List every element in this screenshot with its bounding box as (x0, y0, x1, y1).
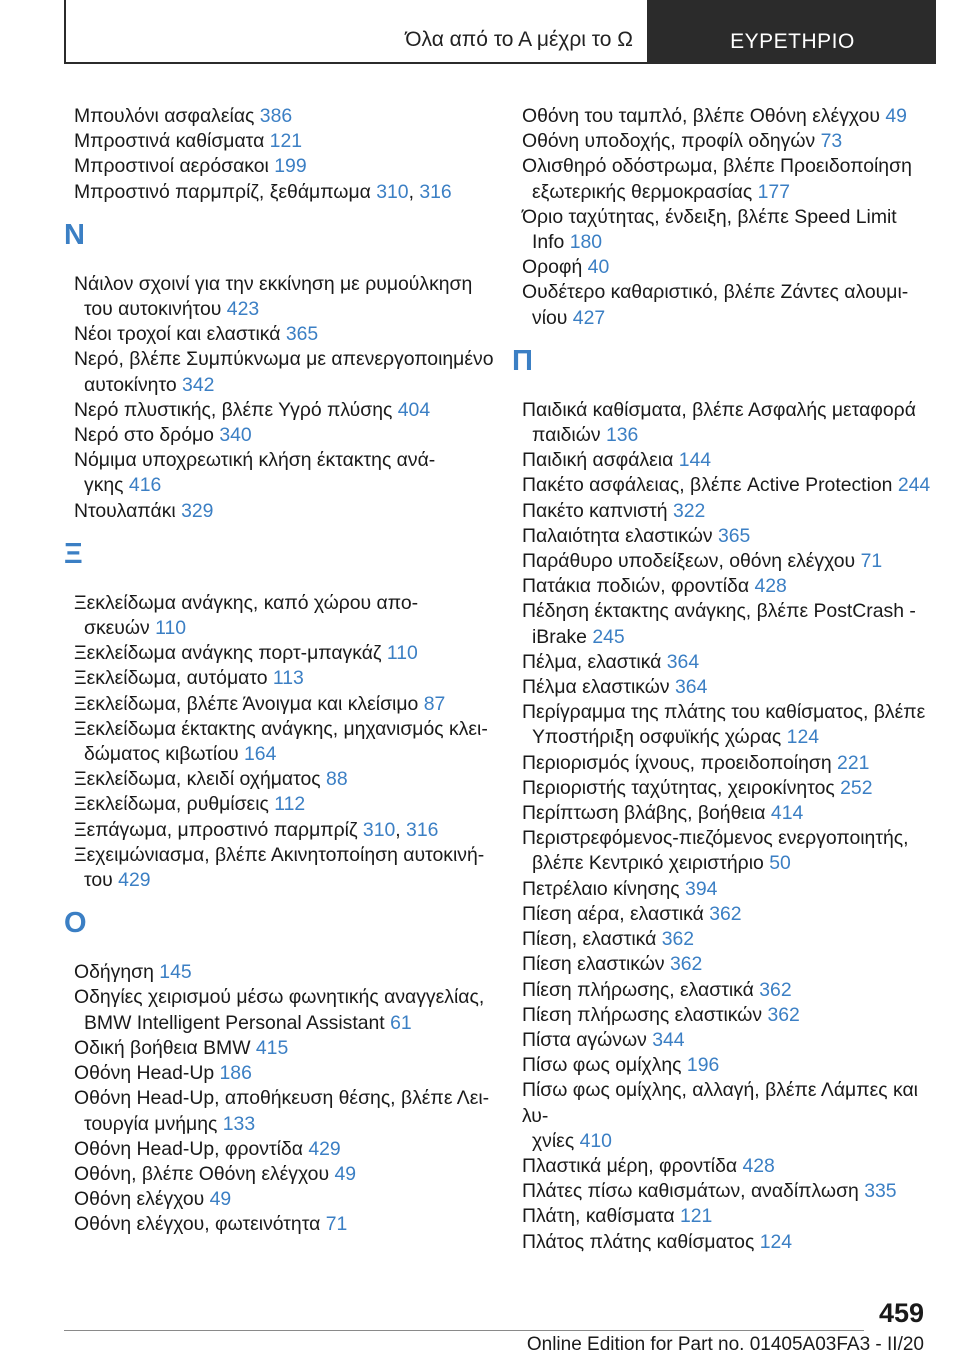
index-entry-text: Ξεκλείδωμα, βλέπε Άνοιγμα και κλείσιμο (74, 692, 419, 715)
index-entry-text: τουργία μνήμης (84, 1112, 218, 1135)
index-entry (64, 1187, 494, 1212)
page-link[interactable]: 252 (840, 776, 873, 799)
index-entry (512, 1028, 942, 1053)
index-entry-text: Περίγραμμα της πλάτης του καθίσματος, βλέπε (522, 701, 926, 724)
index-entry-text: Πίστα αγώνων (522, 1028, 647, 1051)
index-entry (512, 952, 942, 977)
page-link[interactable]: 180 (569, 231, 603, 254)
index-entry (64, 767, 494, 792)
page-link[interactable]: 362 (661, 928, 695, 951)
page-link[interactable]: 410 (579, 1129, 612, 1152)
index-entry-text: Οθόνη, βλέπε Οθόνη ελέγχου (74, 1162, 330, 1185)
index-entry (512, 549, 942, 574)
index-entry (512, 776, 942, 801)
index-entry-text: Οθόνη Head-Up, αποθήκευση θέσης, βλέπε Λει- (74, 1087, 490, 1110)
index-entry-text: BMW Intelligent Personal Assistant (84, 1011, 385, 1034)
index-entry (512, 255, 942, 280)
index-entry-text: Πίεση αέρα, ελαστικά (522, 902, 704, 925)
index-entry (64, 347, 494, 397)
index-entry-text: Πλάτες πίσω καθισμάτων, αναδίπλωση (522, 1180, 859, 1203)
index-entry (512, 129, 942, 154)
index-entry-text: παιδιών (532, 424, 601, 447)
index-letter-heading: Π (512, 344, 533, 377)
index-entry-text: Παράθυρο υποδείξεων, οθόνη ελέγχου (522, 550, 856, 573)
page-link[interactable]: 386 (259, 105, 293, 127)
page-link[interactable]: 362 (759, 978, 792, 1001)
page-link[interactable]: 110 (386, 642, 418, 665)
index-entry (512, 751, 942, 776)
index-entry-text: Οδηγίες χειρισμού μέσω φωνητικής αναγγελίας, (74, 986, 485, 1009)
page-link[interactable]: 133 (222, 1112, 256, 1135)
index-letter-heading: Ο (64, 907, 87, 940)
index-entry (64, 717, 494, 767)
index-entry (512, 1154, 942, 1179)
page-link[interactable]: 50 (769, 852, 791, 875)
index-entry-text: χνίες (532, 1129, 575, 1152)
index-entry-text: Νόμιμα υποχρεωτική κλήση έκτακτης ανά- (74, 449, 436, 472)
page-link[interactable]: 87 (423, 692, 446, 715)
index-entry-text: εξωτερικής θερμοκρασίας (532, 180, 753, 203)
index-entry-text: Μπροστινοί αερόσακοι (74, 155, 269, 178)
page-link[interactable]: 113 (272, 667, 304, 690)
index-entry-text: Πακέτο καπνιστή (522, 499, 668, 522)
index-entry (512, 473, 942, 498)
index-entry-text: Παιδικά καθίσματα, βλέπε Ασφαλής μεταφορά (522, 398, 916, 421)
page-link[interactable]: 364 (666, 650, 700, 673)
page-link[interactable]: 73 (820, 130, 843, 153)
footer-edition: Online Edition for Part no. 01405A03FA3 - II/20 (526, 1334, 924, 1355)
index-entry (64, 843, 494, 893)
page-number: 459 (878, 1298, 924, 1328)
section-tab-index[interactable]: ΕΥΡΕΤΗΡΙΟ (649, 0, 936, 64)
page-link[interactable]: 164 (244, 743, 277, 766)
index-entry-text: Παλαιότητα ελαστικών (522, 524, 713, 547)
index-entry (512, 524, 942, 549)
page-link[interactable]: 121 (679, 1205, 713, 1228)
page-link[interactable]: 415 (255, 1036, 289, 1059)
index-entry (512, 574, 942, 599)
page-link[interactable]: 124 (786, 726, 820, 749)
index-entry-text: Ξεκλείδωμα, αυτόματο (74, 667, 268, 690)
index-entry (512, 398, 942, 448)
page-link[interactable]: 362 (709, 902, 742, 925)
page-link[interactable]: 49 (209, 1188, 232, 1211)
index-entry (64, 104, 494, 129)
index-entry-text: δώματος κιβωτίου (84, 743, 239, 766)
index-entry-text: Οθόνη ελέγχου, φωτεινότητα (74, 1213, 321, 1236)
index-entry-text: Νερό πλυστικής, βλέπε Υγρό πλύσης (74, 398, 393, 421)
index-entry-text: Πίεση, ελαστικά (522, 928, 657, 951)
index-entry-text: Πετρέλαιο κίνησης (522, 877, 680, 900)
index-entry-text: Ξεκλείδωμα ανάγκης πορτ-μπαγκάζ (74, 642, 382, 665)
index-entry-text: Πίεση ελαστικών (522, 953, 665, 976)
section-tab-a-to-z[interactable]: Όλα από το Α μέχρι το Ω (64, 0, 649, 64)
index-column-left (64, 104, 494, 1238)
page-link[interactable]: 71 (325, 1213, 348, 1236)
index-entry-text: Περιοριστής ταχύτητας, χειροκίνητος (522, 776, 835, 799)
page-link[interactable]: 365 (285, 323, 319, 346)
index-entry-text: Πλάτος πλάτης καθίσματος (522, 1230, 755, 1253)
index-entry-text: Οδική βοήθεια BMW (74, 1036, 251, 1059)
page-link[interactable]: 423 (226, 298, 260, 321)
page-link[interactable]: 121 (269, 130, 303, 153)
index-entry-text: Όριο ταχύτητας, ένδειξη, βλέπε Speed Limit (522, 205, 897, 228)
index-entry-text: Πίσω φως ομίχλης, αλλαγή, βλέπε Λάμπες και λυ- (522, 1079, 918, 1127)
page-link[interactable]: 88 (326, 768, 348, 791)
index-entry (64, 1212, 494, 1237)
page-link[interactable]: 316 (419, 180, 452, 203)
index-entry-text: Οροφή (522, 256, 583, 279)
page-link[interactable]: 344 (652, 1028, 685, 1051)
index-entry (512, 675, 942, 700)
page-link[interactable]: 196 (686, 1054, 720, 1077)
index-entry-text: Νάιλον σχοινί για την εκκίνηση με ρυμούλκηση (74, 272, 473, 295)
index-entry (64, 666, 494, 691)
index-entry (512, 1078, 942, 1154)
index-entry (64, 1162, 494, 1187)
index-entry (64, 1036, 494, 1061)
page-link[interactable]: 112 (274, 793, 306, 816)
index-entry (512, 978, 942, 1003)
index-entry-text: Πέδηση έκτακτης ανάγκης, βλέπε PostCrash - (522, 600, 916, 623)
index-entry-text: Πίεση πλήρωσης, ελαστικά (522, 978, 754, 1001)
index-entry-text: σκευών (84, 617, 150, 640)
footer-divider (64, 1330, 864, 1331)
index-entry (512, 826, 942, 876)
page-link[interactable]: 124 (759, 1230, 793, 1253)
index-entry (512, 801, 942, 826)
index-entry (64, 692, 494, 717)
index-entry-text: Ξεκλείδωμα ανάγκης, καπό χώρου απο- (74, 591, 419, 614)
index-entry (64, 792, 494, 817)
page-link[interactable]: 145 (159, 961, 192, 984)
index-entry (512, 154, 942, 204)
index-entry-text: Ξεκλείδωμα, ρυθμίσεις (74, 793, 269, 816)
index-entry (64, 960, 494, 985)
page-link[interactable]: 71 (860, 550, 883, 573)
page-link[interactable]: 136 (605, 424, 639, 447)
index-entry (64, 641, 494, 666)
index-entry (512, 448, 942, 473)
page-link[interactable]: 322 (672, 499, 706, 522)
page-link[interactable]: 429 (118, 869, 151, 892)
index-entry-text: Νερό, βλέπε Συμπύκνωμα με απενεργοποιημένο (74, 348, 494, 371)
page-link[interactable]: 428 (742, 1154, 775, 1177)
page-link[interactable]: 61 (390, 1011, 412, 1034)
page-link[interactable]: 245 (592, 625, 625, 648)
index-entry (512, 650, 942, 675)
index-entry-text: Πέλμα ελαστικών (522, 676, 670, 699)
index-entry-text: Περίπτωση βλάβης, βοήθεια (522, 802, 766, 825)
index-entry (64, 129, 494, 154)
index-entry-text: Πακέτο ασφάλειας, βλέπε Active Protection (522, 474, 893, 497)
index-entry-text: Ολισθηρό οδόστρωμα, βλέπε Προειδοποίηση (522, 155, 912, 178)
index-entry (512, 902, 942, 927)
index-entry-text: Οθόνη του ταμπλό, βλέπε Οθόνη ελέγχου (522, 105, 880, 127)
page-link[interactable]: 335 (864, 1180, 897, 1203)
index-entry (512, 1053, 942, 1078)
index-entry (512, 1230, 942, 1255)
page-link[interactable]: 244 (897, 474, 931, 497)
index-entry (512, 927, 942, 952)
page-link[interactable]: 365 (717, 524, 751, 547)
page-link[interactable]: 427 (572, 306, 606, 329)
index-entry (64, 1086, 494, 1136)
index-entry-text: βλέπε Κεντρικό χειριστήριο (532, 852, 764, 875)
index-entry-text: νίου (532, 306, 568, 329)
index-entry-text: Μπροστινά καθίσματα (74, 130, 265, 153)
page-link[interactable]: 342 (182, 373, 215, 396)
page-link[interactable]: 177 (757, 180, 790, 203)
index-entry (64, 272, 494, 322)
index-entry-text: Info (532, 231, 565, 254)
index-entry-text: Πίσω φως ομίχλης (522, 1054, 682, 1077)
index-entry-text: Οθόνη Head-Up (74, 1062, 215, 1085)
index-entry-text: Ντουλαπάκι (74, 499, 176, 522)
page-link[interactable]: 428 (754, 575, 787, 598)
page-link[interactable]: 362 (669, 953, 703, 976)
page-link[interactable]: 221 (837, 751, 870, 774)
index-entry (512, 1179, 942, 1204)
index-entry-text: Πέλμα, ελαστικά (522, 650, 662, 673)
index-entry-text: του (84, 869, 113, 892)
index-entry-text: Ξεκλείδωμα, κλειδί οχήματος (74, 768, 321, 791)
index-entry-text: αυτοκίνητο (84, 373, 177, 396)
page-link[interactable]: 429 (308, 1137, 341, 1160)
index-entry-text: Οθόνη υποδοχής, προφίλ οδηγών (522, 130, 816, 153)
index-letter-heading: Ξ (64, 537, 83, 570)
page-link[interactable]: 144 (678, 449, 712, 472)
page-link[interactable]: 394 (685, 877, 718, 900)
page-link[interactable]: 362 (767, 1003, 800, 1026)
page-link[interactable]: 404 (397, 398, 431, 421)
page-link[interactable]: 416 (128, 474, 162, 497)
index-entry (512, 700, 942, 750)
index-entry: Μπροστινό παρμπρίζ, ξεθάμπωμα 310, 316 (74, 180, 452, 203)
index-entry-text: Παιδική ασφάλεια (522, 449, 674, 472)
index-entry (64, 448, 494, 498)
page-header (64, 0, 936, 64)
index-entry-text: του αυτοκινήτου (84, 298, 222, 321)
page-link[interactable]: 340 (219, 424, 252, 447)
index-entry-text: Μπροστινό παρμπρίζ, ξεθάμπωμα (74, 180, 371, 203)
page-link[interactable]: 199 (274, 155, 307, 178)
index-entry (64, 398, 494, 423)
index-entry (64, 423, 494, 448)
index-column-right (512, 104, 942, 1255)
index-entry-text: Μπουλόνι ασφαλείας (74, 105, 255, 127)
index-entry: Ξεπάγωμα, μπροστινό παρμπρίζ 310, 316 (74, 818, 439, 841)
page-link[interactable]: 186 (219, 1062, 252, 1085)
index-entry-text: Πατάκια ποδιών, φροντίδα (522, 575, 750, 598)
index-entry (512, 1204, 942, 1229)
page-link[interactable]: 310 (376, 180, 409, 203)
index-letter-heading: Ν (64, 218, 85, 251)
index-entry (512, 205, 942, 255)
index-entry-text: Υποστήριξη οσφυϊκής χώρας (532, 726, 782, 749)
page-link[interactable]: 40 (587, 256, 610, 279)
index-entry-text: Πλάτη, καθίσματα (522, 1205, 675, 1228)
index-entry-text: iBrake (532, 625, 587, 648)
index-entry-text: Ουδέτερο καθαριστικό, βλέπε Ζάντες αλουμι- (522, 281, 909, 304)
index-entry (64, 591, 494, 641)
index-entry-text: Νερό στο δρόμο (74, 424, 214, 447)
index-entry-text: Ξεκλείδωμα έκτακτης ανάγκης, μηχανισμός κλει- (74, 717, 488, 740)
page-link[interactable]: 49 (885, 105, 907, 127)
index-entry (512, 1003, 942, 1028)
index-entry (512, 499, 942, 524)
index-entry (512, 104, 942, 129)
index-entry (512, 877, 942, 902)
index-entry-text: Πλαστικά μέρη, φροντίδα (522, 1154, 738, 1177)
page-link[interactable]: 49 (334, 1162, 357, 1185)
index-entry-text: Νέοι τροχοί και ελαστικά (74, 323, 281, 346)
page-link[interactable]: 110 (155, 617, 187, 640)
index-entry-text: Οθόνη Head-Up, φροντίδα (74, 1137, 303, 1160)
index-entry-text: Οθόνη ελέγχου (74, 1188, 205, 1211)
index-entry (512, 599, 942, 649)
index-entry-text: Ξεπάγωμα, μπροστινό παρμπρίζ (74, 818, 358, 841)
index-entry-text: γκης (84, 474, 124, 497)
page-link[interactable]: 310 (362, 818, 396, 841)
index-entry (64, 1137, 494, 1162)
index-entry-text: Περιορισμός ίχνους, προειδοποίηση (522, 751, 832, 774)
index-entry-text: Περιστρεφόμενος-πιεζόμενος ενεργοποιητής, (522, 827, 909, 850)
index-entry-text: Οδήγηση (74, 961, 154, 984)
page-link[interactable]: 316 (406, 818, 439, 841)
index-entry (64, 1061, 494, 1086)
page-link[interactable]: 414 (770, 802, 804, 825)
index-entry (64, 499, 494, 524)
index-entry (64, 322, 494, 347)
index-entry-text: Ξεχειμώνιασμα, βλέπε Ακινητοποίηση αυτοκινή- (74, 843, 485, 866)
index-entry-text: Πίεση πλήρωσης ελαστικών (522, 1003, 763, 1026)
page-link[interactable]: 329 (181, 499, 214, 522)
index-entry (512, 280, 942, 330)
index-entry (64, 985, 494, 1035)
page-link[interactable]: 364 (675, 676, 708, 699)
index-entry (64, 154, 494, 179)
